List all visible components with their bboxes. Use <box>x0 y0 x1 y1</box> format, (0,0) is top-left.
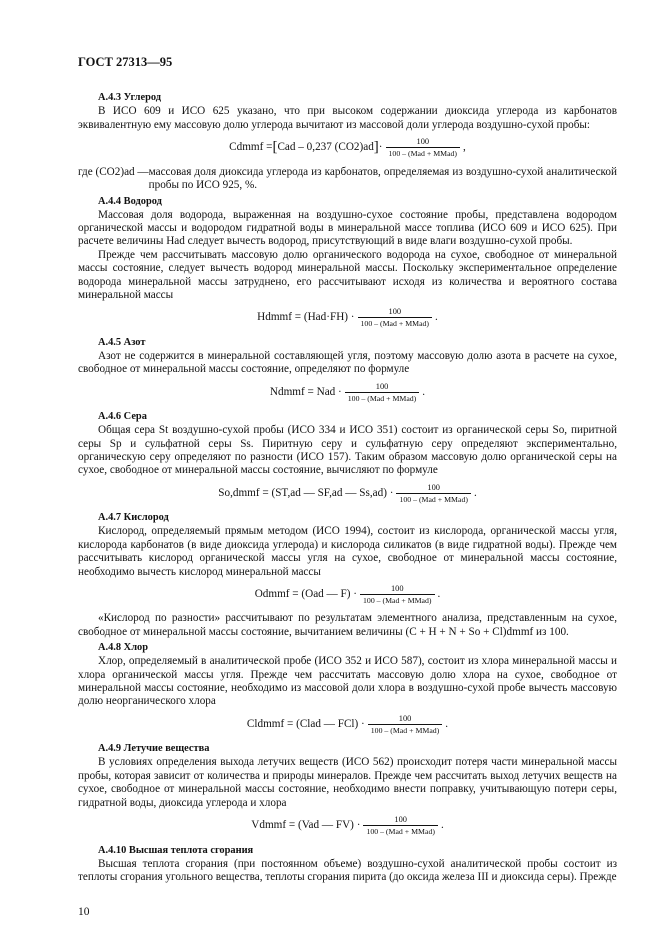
formula-nitrogen-numerator: 100 <box>375 381 389 391</box>
formula-oxygen-numerator: 100 <box>390 583 404 593</box>
section-a46-paragraph-1: Общая сера St воздушно-сухой пробы (ИСО 334 и ИСО 351) состоит из органической серы So, пиритной серы Sp и сульфатной серы Ss. Пиритную серу и сульфатную серу определяют экспериментально, органическую серу определяют по разности (ИСО 157). Таким образом массовую долю органической серы на сухое, свободное от минеральной массы состояние, вычисляют по формуле <box>78 424 617 477</box>
formula-hydrogen-fraction <box>358 307 433 329</box>
formula-nitrogen-lhs: Ndmmf = Nad · <box>269 385 342 398</box>
formula-oxygen-end: . <box>437 587 441 600</box>
formula-chlorine-lhs: Cldmmf = (Clad — FCl) · <box>246 717 365 730</box>
formula-hydrogen-numerator: 100 <box>388 307 402 317</box>
formula-nitrogen-end: . <box>422 385 426 398</box>
formula-oxygen-fraction <box>360 584 435 606</box>
formula-carbon-dot: · <box>378 141 383 154</box>
formula-sulfur <box>78 483 617 505</box>
formula-carbon-inner: Cad – 0,237 (CO2)ad <box>277 141 374 154</box>
page-number: 10 <box>78 906 90 918</box>
formula-volatile-denominator: 100 – (Mad + MMad) <box>363 825 438 837</box>
formula-hydrogen-lhs: Hdmmf = (Had·FH) · <box>257 311 355 324</box>
section-a44-paragraph-1: Массовая доля водорода, выраженная на воздушно-сухое состояние пробы, представлена водородом органической массы и водородом гидратной воды в минеральной массе топлива (ИСО 609 и ИСО 625). При расчете величины Had следует вычесть водород, присутствующий в виде влаги воздушно-сухой пробы. <box>78 208 617 248</box>
section-a48-paragraph-1: Хлор, определяемый в аналитической пробе (ИСО 352 и ИСО 587), состоит из хлора минеральной массы и хлора органической массы угля. Прежде чем рассчитать массовую долю хлора на сухое, свободное от минеральной массы состояние, необходимо из массовой доли хлора в воздушно-сухой пробе вычесть массовую долю неорганического хлора <box>78 655 617 708</box>
section-a45-paragraph-1: Азот не содержится в минеральной составляющей угля, поэтому массовую долю азота в расчете на сухое, свободное от минеральной массы состояние, определяют по формуле <box>78 349 617 376</box>
document-header: ГОСТ 27313—95 <box>78 55 173 69</box>
section-a47-paragraph-1: Кислород, определяемый прямым методом (ИСО 1994), состоит из кислорода, органической массы угля, кислорода карбонатов (в виде диоксида углерода) и кислорода силикатов (в виде гидратной воды). Прежде чем рассчитывать кислород органической массы угля на сухое, свободное от минеральной массы состояние, необходимо вычесть кислород минеральной массы <box>78 525 617 578</box>
explanation-term: где (CO2)ad — <box>78 165 149 178</box>
formula-hydrogen <box>78 307 617 329</box>
formula-chlorine-end: . <box>445 717 449 730</box>
section-a410-paragraph-1: Высшая теплота сгорания (при постоянном объеме) воздушно-сухой аналитической пробы состоит из теплоты сгорания угольного вещества, теплоты сгорания пирита (до оксида железа III и диоксида серы). Прежде <box>78 857 617 883</box>
section-a43-title: А.4.3 Углерод <box>98 92 162 104</box>
section-a48-title: А.4.8 Хлор <box>98 642 148 654</box>
section-a44-paragraph-2: Прежде чем рассчитывать массовую долю органического водорода на сухое, свободное от минеральной массы состояние, следует вычесть водород минеральной массы. Поскольку экспериментальное определение водорода минеральной массы затруднено, его рассчитывают исходя из количества и вероятного состава минеральной массы <box>78 248 617 301</box>
section-a46-title: А.4.6 Сера <box>98 411 147 423</box>
formula-oxygen-denominator: 100 – (Mad + MMad) <box>360 594 435 606</box>
formula-volatile-lhs: Vdmmf = (Vad — FV) · <box>251 819 361 832</box>
formula-carbon-lhs: Cdmmf = <box>229 141 273 154</box>
section-a44-title: А.4.4 Водород <box>98 195 162 207</box>
formula-nitrogen <box>78 382 617 404</box>
formula-carbon-numerator: 100 <box>416 137 430 147</box>
formula-chlorine <box>78 714 617 736</box>
formula-sulfur-numerator: 100 <box>427 482 440 492</box>
formula-volatile-fraction <box>363 815 438 837</box>
formula-volatile-end: . <box>440 819 444 832</box>
section-a47-paragraph-2: «Кислород по разности» рассчитывают по результатам элементного анализа, представленным на сухое, свободное от минеральной массы состояние, вычитанием величины (C + H + N + So + Cl)dmmf из 100. <box>78 612 617 638</box>
formula-volatile <box>78 815 617 837</box>
formula-sulfur-fraction <box>396 483 471 505</box>
explanation-text: массовая доля диоксида углерода из карбонатов, определяемая из воздушно-сухой аналитической пробы по ИСО 925, %. <box>148 165 617 192</box>
formula-sulfur-lhs: So,dmmf = (ST,ad — SF,ad — Ss,ad) · <box>218 486 394 499</box>
formula-carbon-bracket-close: ] <box>373 139 379 156</box>
formula-carbon-end: , <box>463 141 466 154</box>
section-a49-paragraph-1: В условиях определения выхода летучих веществ (ИСО 562) происходит потеря части минеральной массы пробы, которая зависит от количества и природы минералов. Прежде чем рассчитать выход летучих веществ на сухое, свободное от минеральной массы состояние, необходимо внести поправку, учитывающую потери серы, гидратной воды, диоксида углерода и хлора <box>78 756 617 809</box>
formula-chlorine-fraction <box>368 714 443 736</box>
formula-hydrogen-end: . <box>435 311 438 324</box>
formula-sulfur-denominator: 100 – (Mad + MMad) <box>396 493 471 505</box>
formula-chlorine-denominator: 100 – (Mad + MMad) <box>368 724 443 736</box>
section-a45-title: А.4.5 Азот <box>98 336 146 348</box>
formula-carbon <box>78 137 617 159</box>
section-a43-paragraph-1: В ИСО 609 и ИСО 625 указано, что при высоком содержании диоксида углерода из карбонатов эквивалентную ему массовую долю углерода вычитают из массовой доли углерода воздушно-сухой пробы: <box>78 105 617 131</box>
formula-nitrogen-denominator: 100 – (Mad + MMad) <box>345 392 420 404</box>
formula-carbon-explanation <box>78 166 617 193</box>
formula-carbon-denominator: 100 – (Mad + MMad) <box>386 147 461 159</box>
formula-carbon-fraction <box>386 137 461 159</box>
section-a49-title: А.4.9 Летучие вещества <box>98 743 210 755</box>
formula-sulfur-end: . <box>473 486 477 499</box>
formula-oxygen-lhs: Odmmf = (Oad — F) · <box>254 587 358 600</box>
formula-carbon-bracket-open: [ <box>272 139 278 156</box>
formula-hydrogen-denominator: 100 – (Mad + MMad) <box>358 317 433 329</box>
formula-volatile-numerator: 100 <box>394 815 407 824</box>
section-a410-title: А.4.10 Высшая теплота сгорания <box>98 844 254 856</box>
formula-chlorine-numerator: 100 <box>398 713 412 723</box>
formula-nitrogen-fraction <box>345 382 420 404</box>
section-a47-title: А.4.7 Кислород <box>98 512 169 524</box>
formula-oxygen <box>78 584 617 606</box>
